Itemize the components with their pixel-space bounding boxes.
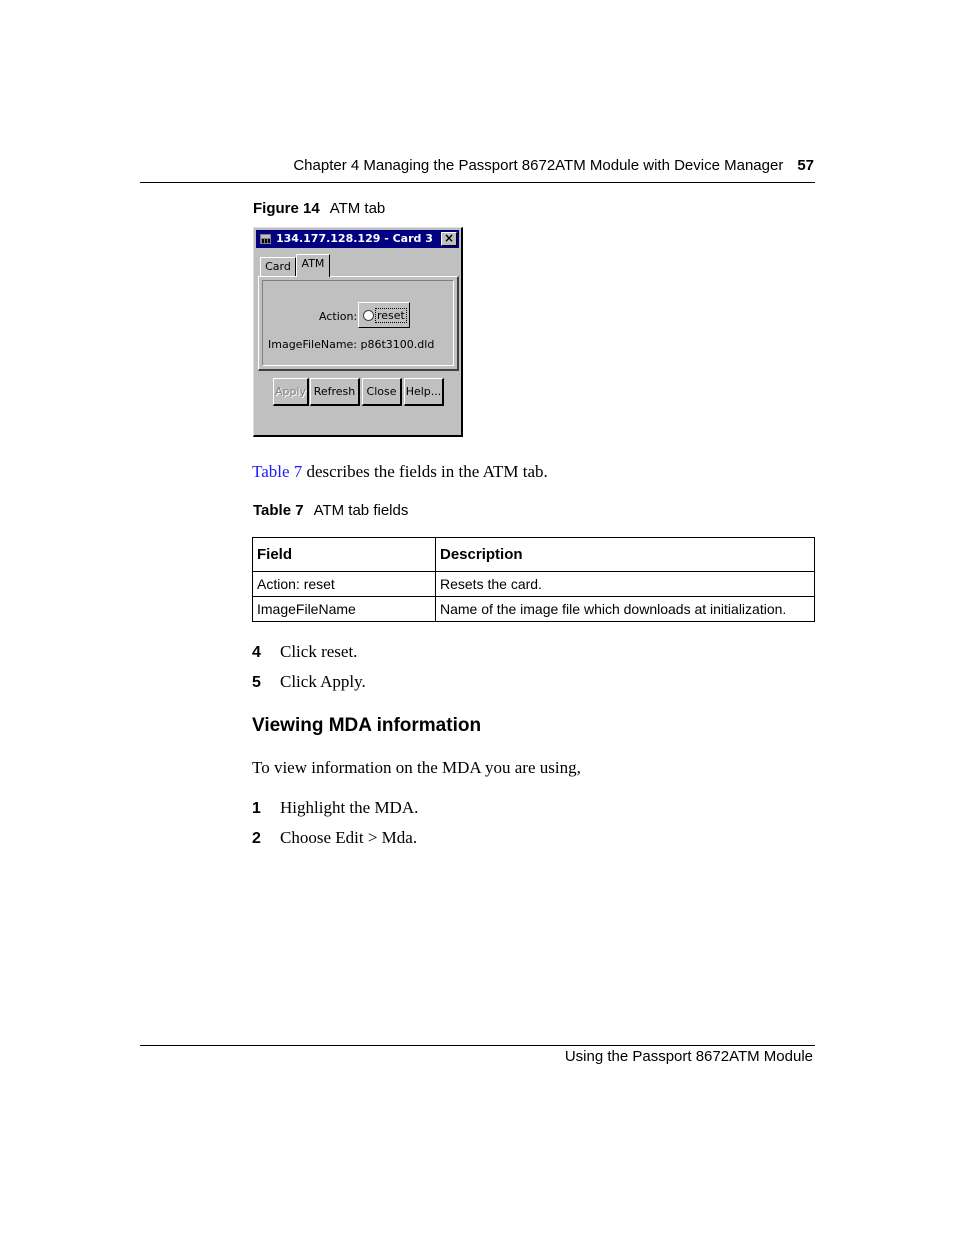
column-header-field: Field	[253, 538, 436, 572]
atm-tab-fields-table	[252, 537, 815, 622]
column-header-description: Description	[436, 538, 815, 572]
footer-rule	[140, 1045, 815, 1046]
field-group	[262, 280, 454, 366]
tab-atm[interactable]: ATM	[296, 254, 330, 277]
table-cell: Name of the image file which downloads at initialization.	[436, 597, 815, 622]
table-cell: ImageFileName	[253, 597, 436, 622]
image-file-name-field	[268, 338, 434, 351]
dialog-title: 134.177.128.129 - Card 3	[276, 232, 433, 245]
tab-card[interactable]: Card	[260, 257, 296, 277]
step-item	[252, 828, 417, 848]
page-number: 57	[797, 157, 814, 174]
step-item	[252, 672, 366, 692]
table-7-link[interactable]: Table 7	[252, 462, 303, 481]
running-header	[293, 157, 814, 174]
table-row	[253, 597, 815, 622]
atm-dialog	[253, 227, 463, 437]
running-footer: Using the Passport 8672ATM Module	[564, 1048, 813, 1065]
table-row	[253, 572, 815, 597]
table-caption	[253, 502, 408, 519]
step-text: Click reset.	[280, 642, 358, 661]
step-text: Highlight the MDA.	[280, 798, 419, 817]
apply-button[interactable]: Apply	[273, 378, 309, 406]
image-file-name-value: p86t3100.dld	[360, 338, 435, 351]
table-intro	[252, 462, 548, 482]
refresh-button[interactable]: Refresh	[310, 378, 360, 406]
section-intro: To view information on the MDA you are using,	[252, 758, 581, 777]
figure-caption	[253, 200, 385, 217]
action-label: Action:	[319, 310, 358, 323]
atm-tab-panel	[258, 276, 459, 371]
table-cell: Resets the card.	[436, 572, 815, 597]
header-rule	[140, 182, 815, 183]
close-button[interactable]: Close	[362, 378, 402, 406]
step-text: Click Apply.	[280, 672, 366, 691]
table-header-row	[253, 538, 815, 572]
reset-radio-label[interactable]: reset	[377, 309, 405, 322]
table-intro-text: describes the fields in the ATM tab.	[302, 462, 548, 481]
step-number: 2	[252, 830, 261, 847]
step-number: 1	[252, 800, 261, 817]
figure-title: ATM tab	[329, 200, 386, 217]
figure-label: Figure 14	[253, 200, 320, 217]
table-label: Table 7	[253, 502, 304, 519]
dialog-titlebar	[256, 230, 459, 248]
reset-radio[interactable]	[363, 310, 374, 321]
step-number: 4	[252, 644, 261, 661]
device-icon	[259, 233, 272, 245]
table-title: ATM tab fields	[313, 502, 409, 519]
step-item	[252, 798, 418, 818]
chapter-title: Chapter 4 Managing the Passport 8672ATM Module with Device Manager	[293, 157, 784, 174]
image-file-name-label: ImageFileName:	[268, 338, 358, 351]
close-icon[interactable]: ×	[441, 232, 457, 246]
section-heading: Viewing MDA information	[252, 715, 482, 736]
step-item	[252, 642, 357, 662]
action-radio-group	[358, 302, 410, 328]
step-number: 5	[252, 674, 261, 691]
step-text: Choose Edit > Mda.	[280, 828, 418, 847]
table-cell: Action: reset	[253, 572, 436, 597]
help-button[interactable]: Help...	[404, 378, 444, 406]
